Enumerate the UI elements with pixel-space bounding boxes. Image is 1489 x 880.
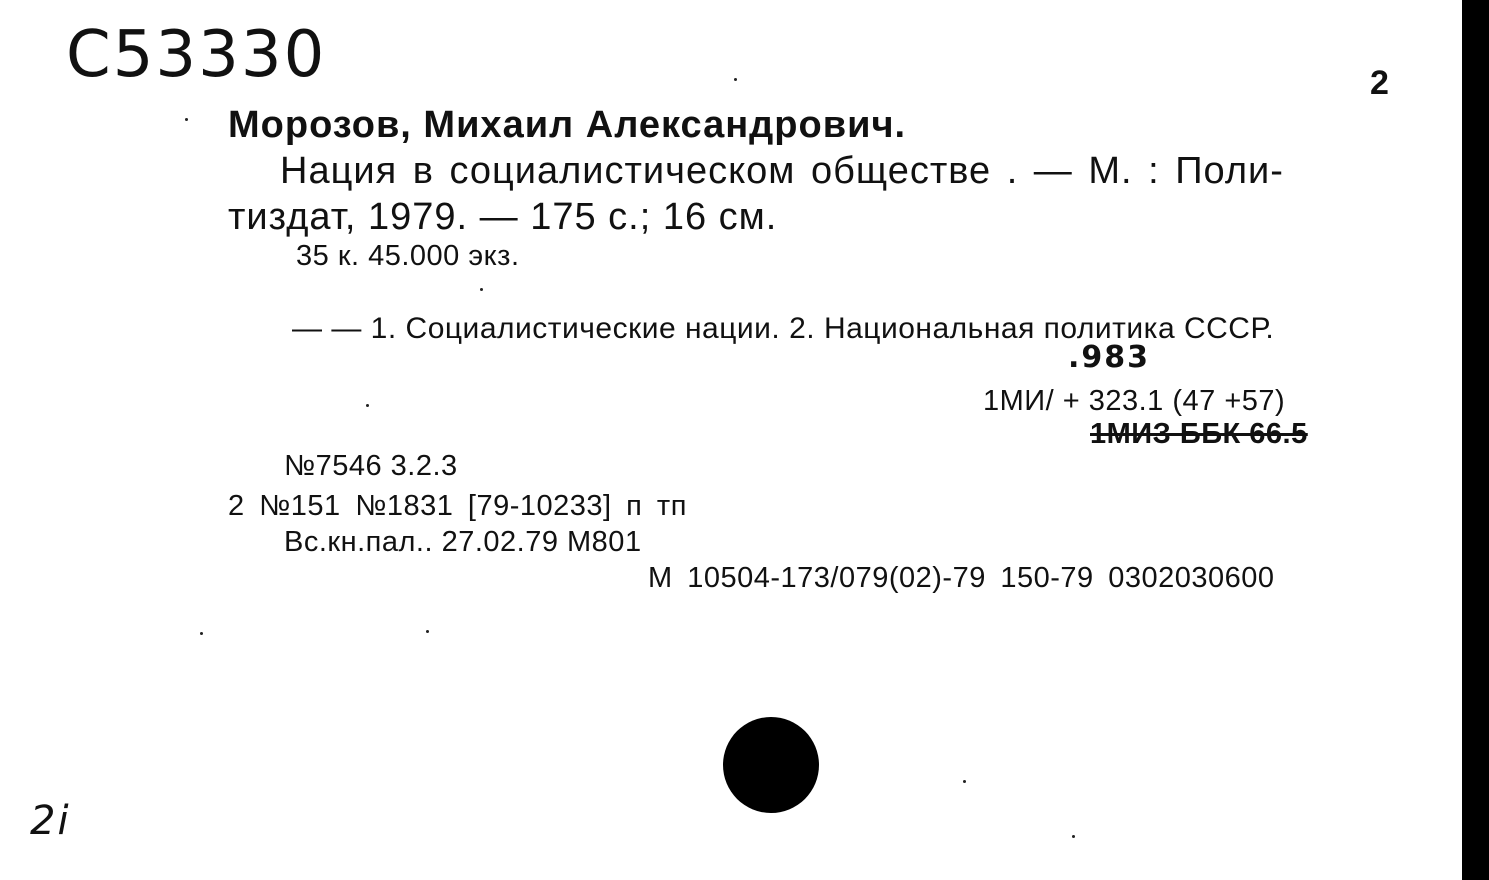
registration-line: 2 №151 №1831 [79-10233] п тп bbox=[228, 490, 687, 522]
handwritten-call-number: С53330 bbox=[66, 18, 327, 92]
punch-hole bbox=[723, 717, 819, 813]
author-heading: Морозов, Михаил Александрович. bbox=[228, 104, 907, 146]
title-line-2: тиздат, 1979. — 175 с.; 16 см. bbox=[228, 196, 778, 238]
speck bbox=[185, 118, 188, 121]
subjects: — — 1. Социалистические нации. 2. Национальная политика СССР. bbox=[292, 312, 1275, 345]
speck bbox=[426, 630, 429, 633]
title-line-1: Нация в социалистическом обществе . — М. : Поли- bbox=[280, 150, 1284, 192]
handwritten-mark: 2i bbox=[30, 798, 71, 844]
record-number: №7546 3.2.3 bbox=[284, 450, 458, 482]
speck bbox=[963, 780, 966, 783]
price-edition: 35 к. 45.000 экз. bbox=[296, 240, 520, 272]
speck bbox=[1072, 835, 1075, 838]
index-line: М 10504-173/079(02)-79 150-79 0302030600 bbox=[648, 562, 1275, 594]
speck bbox=[200, 632, 203, 635]
chamber-line: Вс.кн.пал.. 27.02.79 М801 bbox=[284, 526, 642, 558]
scan-border bbox=[1462, 0, 1489, 880]
speck bbox=[734, 78, 737, 81]
speck bbox=[480, 288, 483, 291]
struck-classification: 1МИЗ ББК 66.5 bbox=[1090, 418, 1308, 450]
card-number: 2 bbox=[1370, 64, 1389, 102]
speck bbox=[366, 404, 369, 407]
classification: 1МИ/ + 323.1 (47 +57) bbox=[983, 385, 1286, 417]
handwritten-classification: .983 bbox=[1068, 340, 1151, 375]
